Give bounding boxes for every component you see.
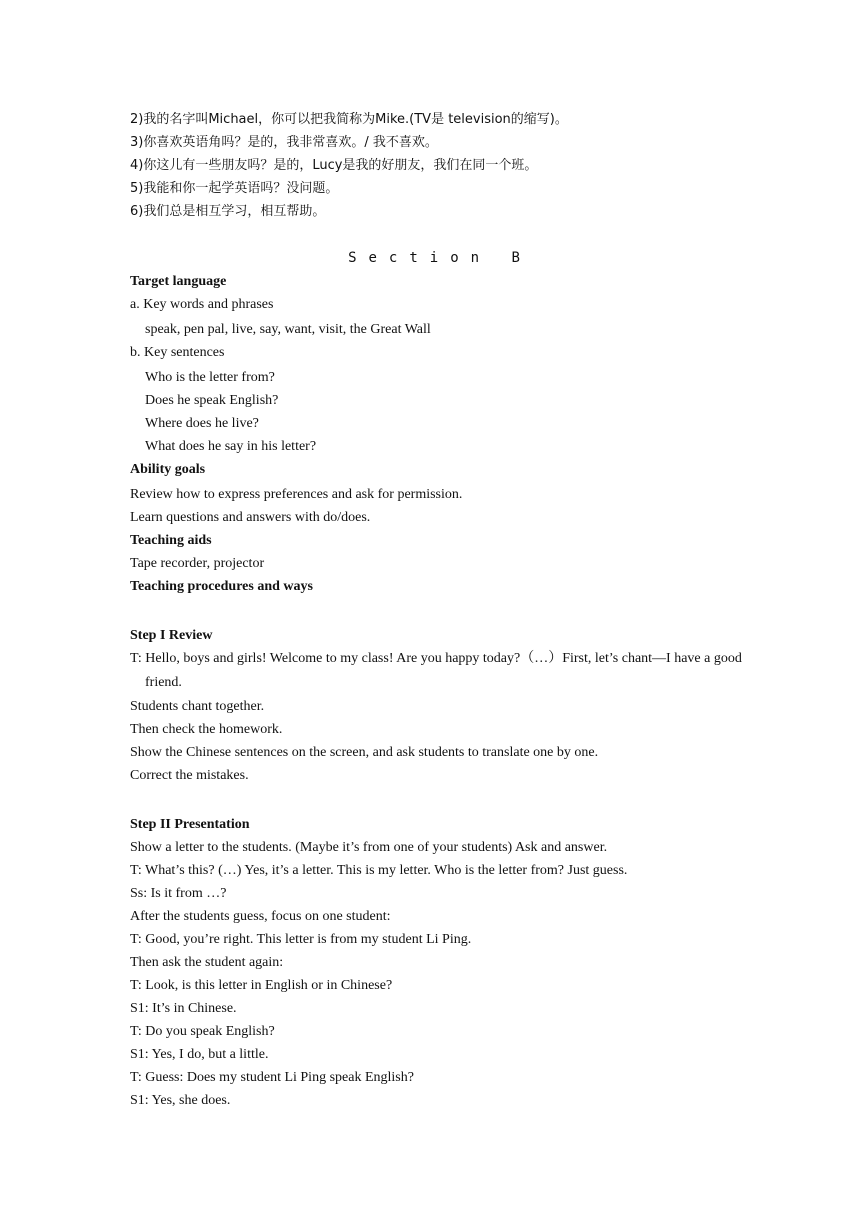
target-language-heading: Target language [130, 274, 227, 289]
step2-line: T: What’s this? (…) Yes, it’s a letter. This is my letter. Who is the letter from? Just guess. [130, 863, 628, 878]
step1-line: Correct the mistakes. [130, 768, 249, 783]
procedures-heading: Teaching procedures and ways [130, 579, 313, 594]
key-sentence: Does he speak English? [145, 393, 279, 408]
step2-line: T: Look, is this letter in English or in Chinese? [130, 978, 393, 993]
step2-line: T: Guess: Does my student Li Ping speak English? [130, 1070, 414, 1085]
step2-line: Show a letter to the students. (Maybe it’s from one of your students) Ask and answer. [130, 840, 608, 855]
step1-line: Students chant together. [130, 699, 265, 714]
document-page [130, 108, 750, 1112]
teaching-aids-heading: Teaching aids [130, 533, 212, 548]
ability-goal: Learn questions and answers with do/does. [130, 510, 371, 525]
section-title: Section B [348, 250, 532, 266]
step2-line: S1: It’s in Chinese. [130, 1001, 237, 1016]
step2-line: S1: Yes, I do, but a little. [130, 1047, 269, 1062]
ability-goals-heading: Ability goals [130, 462, 206, 477]
chinese-line: 6)我们总是相互学习，相互帮助。 [130, 204, 326, 219]
teaching-aids-text: Tape recorder, projector [130, 556, 265, 571]
step2-line: Ss: Is it from …? [130, 886, 227, 901]
step2-line: S1: Yes, she does. [130, 1093, 231, 1108]
chinese-sentences [130, 108, 750, 223]
key-sentence: What does he say in his letter? [145, 439, 317, 454]
key-sentence: Who is the letter from? [145, 370, 275, 385]
step2-line: After the students guess, focus on one student: [130, 909, 391, 924]
step2-heading: Step II Presentation [130, 817, 250, 832]
key-sentences-label: b. Key sentences [130, 345, 225, 360]
step2-line: T: Do you speak English? [130, 1024, 275, 1039]
ability-goal: Review how to express preferences and ask for permission. [130, 487, 463, 502]
step2-line: T: Good, you’re right. This letter is from my student Li Ping. [130, 932, 472, 947]
chinese-line: 5)我能和你一起学英语吗？没问题。 [130, 181, 339, 196]
step2-line: Then ask the student again: [130, 955, 284, 970]
step1-line: Then check the homework. [130, 722, 283, 737]
chinese-line: 4)你这儿有一些朋友吗？是的，Lucy是我的好朋友，我们在同一个班。 [130, 158, 538, 173]
step1-line: T: Hello, boys and girls! Welcome to my class! Are you happy today?（…）First, let’s chant—I have a good friend. [130, 651, 742, 690]
key-words: speak, pen pal, live, say, want, visit, the Great Wall [145, 322, 431, 337]
step1-line: Show the Chinese sentences on the screen, and ask students to translate one by one. [130, 745, 599, 760]
key-sentence: Where does he live? [145, 416, 259, 431]
step1-heading: Step I Review [130, 628, 213, 643]
key-words-label: a. Key words and phrases [130, 297, 274, 312]
chinese-line: 3)你喜欢英语角吗？是的，我非常喜欢。/ 我不喜欢。 [130, 135, 438, 150]
chinese-line: 2)我的名字叫Michael，你可以把我简称为Mike.(TV是 television的缩写)。 [130, 112, 568, 127]
